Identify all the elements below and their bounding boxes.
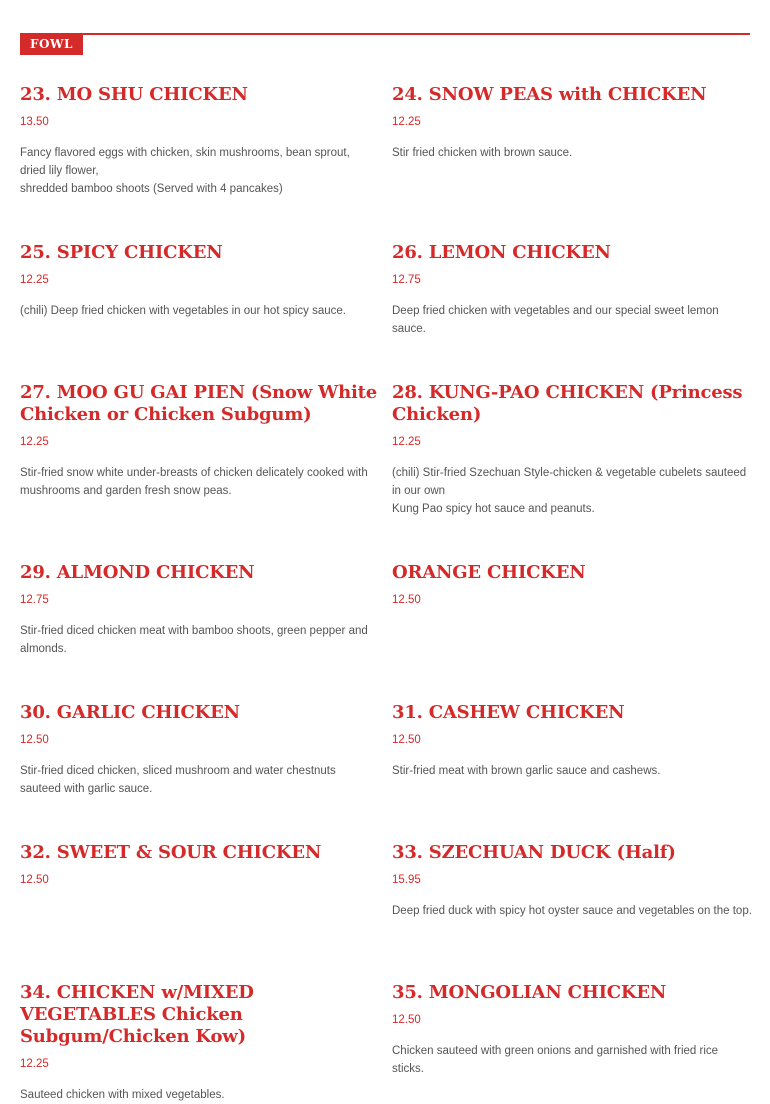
item-description: Stir-fried snow white under-breasts of chicken delicately cooked with mushrooms and garden fresh snow peas.	[20, 467, 368, 497]
item-description: Stir fried chicken with brown sauce.	[392, 147, 573, 159]
item-description: (chili) Deep fried chicken with vegetables in our hot spicy sauce.	[20, 305, 346, 317]
item-price: 12.50	[392, 594, 421, 606]
item-name: ORANGE CHICKEN	[392, 562, 586, 583]
menu-item[interactable]	[20, 982, 378, 1104]
item-name: 34. CHICKEN w/MIXED VEGETABLES Chicken Subgum/Chicken Kow)	[20, 982, 254, 1047]
item-description: Chicken sauteed with green onions and garnished with fried rice sticks.	[392, 1045, 719, 1075]
item-description: Sauteed chicken with mixed vegetables.	[20, 1089, 225, 1101]
item-description: Stir-fried diced chicken, sliced mushroom and water chestnuts sauteed with garlic sauce.	[20, 765, 336, 795]
item-price: 12.25	[20, 436, 49, 448]
section-header-fowl	[20, 33, 750, 55]
item-name: 33. SZECHUAN DUCK (Half)	[392, 842, 676, 863]
item-name: 24. SNOW PEAS with CHICKEN	[392, 84, 707, 105]
item-name: 29. ALMOND CHICKEN	[20, 562, 255, 583]
menu-item[interactable]	[392, 842, 752, 920]
menu-item[interactable]	[392, 982, 752, 1078]
item-price: 15.95	[392, 874, 421, 886]
item-description: (chili) Stir-fried Szechuan Style-chicken & vegetable cubelets sauteed in our own Kung Pao spicy hot sauce and peanuts.	[392, 467, 747, 515]
menu-item[interactable]	[20, 84, 378, 198]
item-description: Deep fried duck with spicy hot oyster sauce and vegetables on the top.	[392, 905, 752, 917]
menu-item[interactable]	[20, 382, 378, 500]
item-description: Stir-fried diced chicken meat with bamboo shoots, green pepper and almonds.	[20, 625, 368, 655]
menu-item[interactable]	[20, 562, 378, 658]
menu-item[interactable]	[392, 84, 752, 162]
item-name: 27. MOO GU GAI PIEN (Snow White Chicken or Chicken Subgum)	[20, 382, 377, 425]
menu-item[interactable]	[392, 702, 752, 780]
menu-item[interactable]	[392, 382, 752, 518]
item-name: 30. GARLIC CHICKEN	[20, 702, 240, 723]
item-price: 12.75	[20, 594, 49, 606]
item-price: 12.50	[20, 874, 49, 886]
item-price: 12.25	[392, 116, 421, 128]
item-name: 26. LEMON CHICKEN	[392, 242, 611, 263]
menu-item[interactable]	[392, 562, 752, 622]
item-price: 13.50	[20, 116, 49, 128]
item-name: 25. SPICY CHICKEN	[20, 242, 223, 263]
menu-item[interactable]	[392, 242, 752, 338]
item-price: 12.50	[392, 734, 421, 746]
item-name: 28. KUNG-PAO CHICKEN (Princess Chicken)	[392, 382, 743, 425]
item-name: 31. CASHEW CHICKEN	[392, 702, 625, 723]
menu-item[interactable]	[20, 842, 378, 902]
item-name: 32. SWEET & SOUR CHICKEN	[20, 842, 322, 863]
item-price: 12.25	[20, 274, 49, 286]
item-description: Stir-fried meat with brown garlic sauce and cashews.	[392, 765, 661, 777]
item-description: Deep fried chicken with vegetables and our special sweet lemon sauce.	[392, 305, 719, 335]
item-price: 12.25	[20, 1058, 49, 1070]
item-price: 12.75	[392, 274, 421, 286]
item-description: Fancy flavored eggs with chicken, skin mushrooms, bean sprout, dried lily flower, shredded bamboo shoots (Served with 4 pancakes)	[20, 147, 350, 195]
menu-item[interactable]	[20, 702, 378, 798]
menu-item[interactable]	[20, 242, 378, 320]
item-name: 35. MONGOLIAN CHICKEN	[392, 982, 667, 1003]
item-price: 12.25	[392, 436, 421, 448]
item-name: 23. MO SHU CHICKEN	[20, 84, 248, 105]
item-price: 12.50	[20, 734, 49, 746]
item-price: 12.50	[392, 1014, 421, 1026]
section-title: FOWL	[20, 33, 83, 55]
